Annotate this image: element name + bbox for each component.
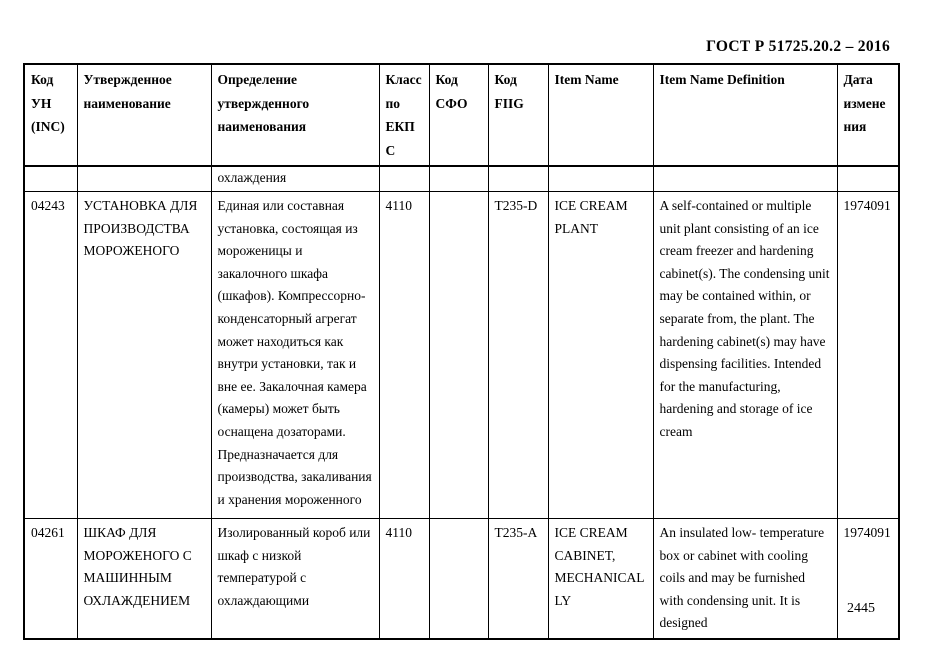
table-cell-change-date: 1974091	[837, 192, 899, 519]
table-cell-sfo-code	[429, 192, 488, 519]
table-row-04243	[24, 192, 899, 519]
table-cell	[77, 166, 211, 192]
table-cell-change-date: 1974091	[837, 519, 899, 639]
table-cell-item-name-definition: An insulated low- temperature box or cabinet with cooling coils and may be furnished with condensing unit. It is designed	[653, 519, 837, 639]
table-row-04261	[24, 519, 899, 639]
column-header-change-date: Дата изменения	[837, 64, 899, 166]
column-header-sfo-code: Код СФО	[429, 64, 488, 166]
gost-data-table	[23, 63, 900, 640]
column-header-item-name-definition: Item Name Definition	[653, 64, 837, 166]
table-cell	[548, 166, 653, 192]
column-header-definition: Определение утвержденного наименования	[211, 64, 379, 166]
table-cell-ekps-class: 4110	[379, 192, 429, 519]
table-cell-definition: Единая или составная установка, состоящая из мороженицы и закалочного шкафа (шкафов). Компрессорно-конденсаторный агрегат может находиться как внутри установки, так и вне ее. Закалочная камера (камеры) может быть оснащена дозаторами. Предназначается для производства, закаливания и хранения мороженного	[211, 192, 379, 519]
table-cell	[379, 166, 429, 192]
document-title: ГОСТ Р 51725.20.2 – 2016	[706, 38, 890, 55]
table-cell-item-name: ICE CREAM PLANT	[548, 192, 653, 519]
column-header-item-name: Item Name	[548, 64, 653, 166]
table-cell-inc-code: 04261	[24, 519, 77, 639]
column-header-kod-un: Код УН (INC)	[24, 64, 77, 166]
table-cell-fiig-code: T235-A	[488, 519, 548, 639]
page-number: 2445	[847, 601, 875, 616]
column-header-approved-name: Утвержденное наименование	[77, 64, 211, 166]
table-row-continuation	[24, 166, 899, 192]
table-cell-approved-name: ШКАФ ДЛЯ МОРОЖЕНОГО С МАШИННЫМ ОХЛАЖДЕНИЕМ	[77, 519, 211, 639]
table-cell-sfo-code	[429, 519, 488, 639]
column-header-fiig-code: Код FIIG	[488, 64, 548, 166]
table-cell-inc-code: 04243	[24, 192, 77, 519]
table-cell	[24, 166, 77, 192]
table-cell-definition: Изолированный короб или шкаф с низкой температурой с охлаждающими	[211, 519, 379, 639]
table-cell: охлаждения	[211, 166, 379, 192]
table-cell-item-name-definition: A self-contained or multiple unit plant consisting of an ice cream freezer and hardening cabinet(s). The condensing unit may be contained within, or separate from, the plant. The hardening cabinet(s) may have dispensing facilities. Intended for the manufacturing, hardening and storage of ice cream	[653, 192, 837, 519]
table-cell-approved-name: УСТАНОВКА ДЛЯ ПРОИЗВОДСТВА МОРОЖЕНОГО	[77, 192, 211, 519]
table-header-row	[24, 64, 899, 166]
table-cell-item-name: ICE CREAM CABINET, MECHANICALLY	[548, 519, 653, 639]
column-header-ekps-class: Класс по ЕКПС	[379, 64, 429, 166]
table-cell	[429, 166, 488, 192]
table-cell-fiig-code: T235-D	[488, 192, 548, 519]
table-cell	[653, 166, 837, 192]
table-cell-ekps-class: 4110	[379, 519, 429, 639]
table-cell	[488, 166, 548, 192]
table-cell	[837, 166, 899, 192]
